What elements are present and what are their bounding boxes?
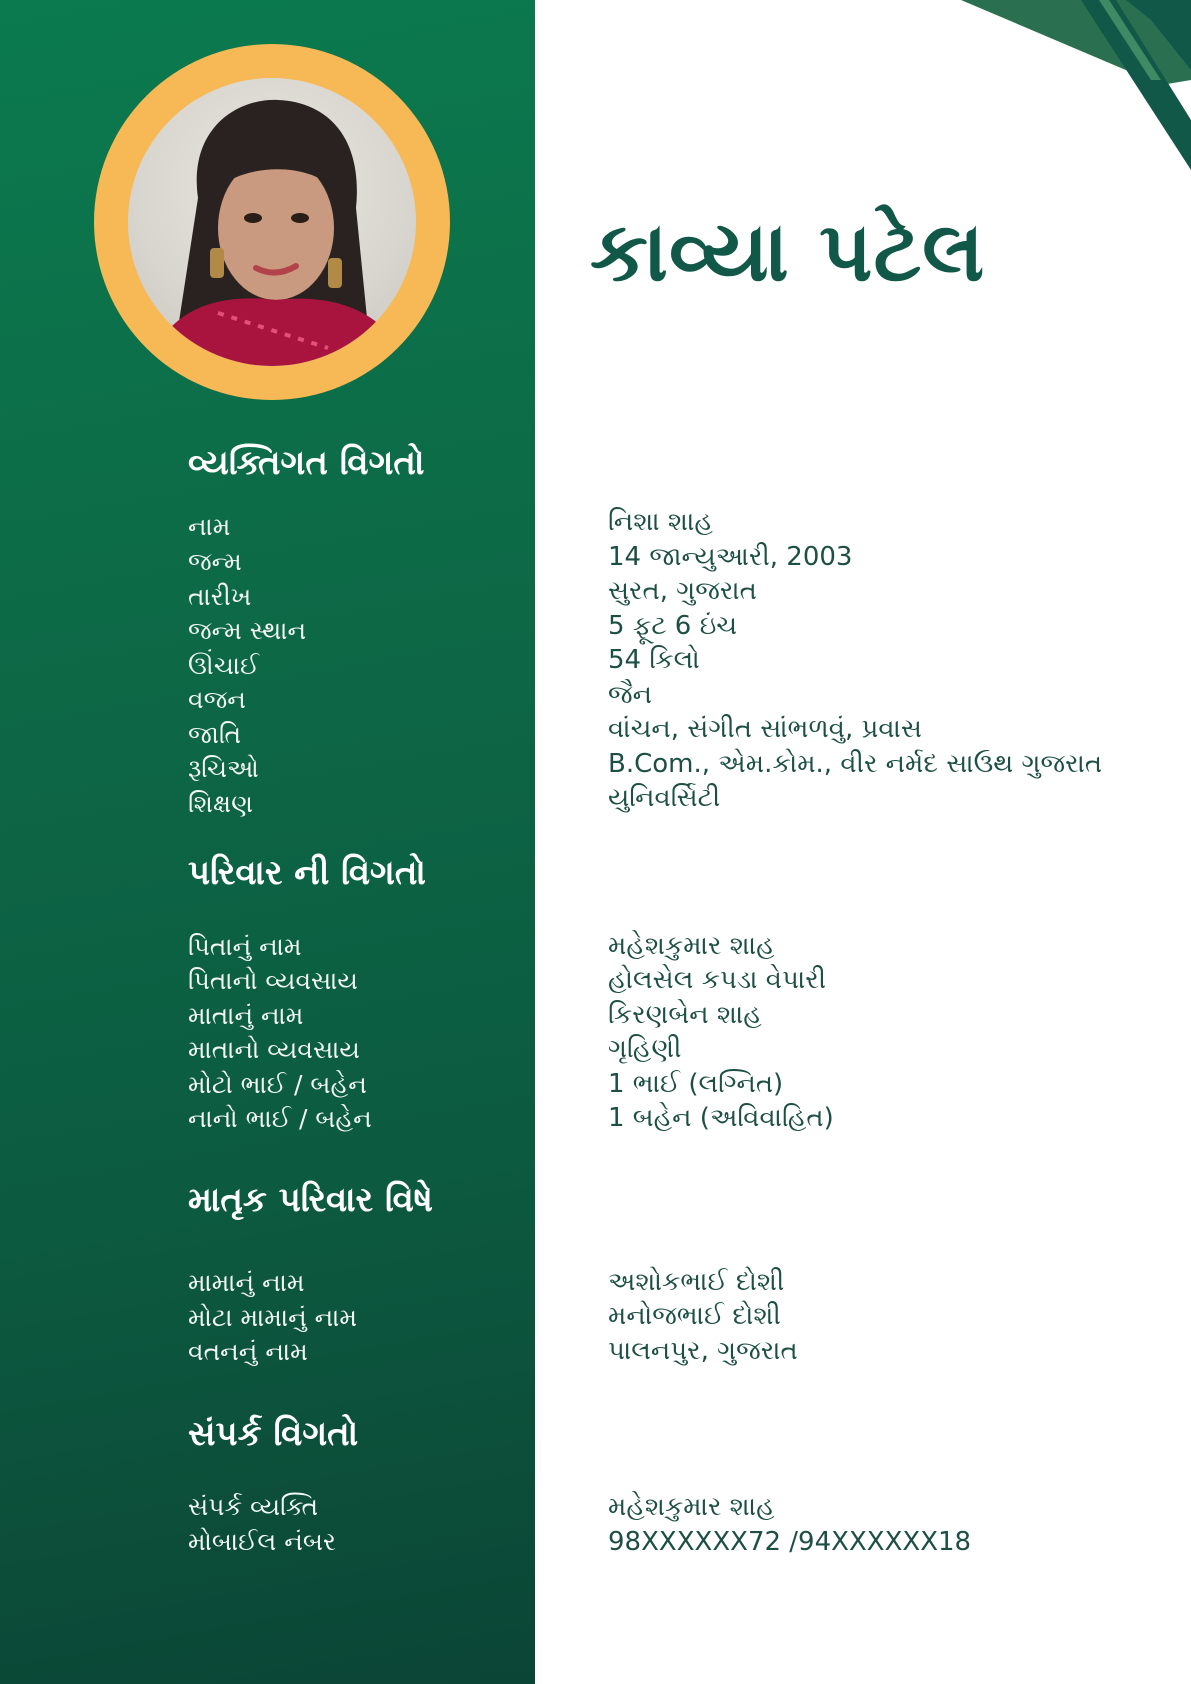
label: જન્મ	[188, 547, 242, 576]
value: કિરણબેન શાહ	[608, 1000, 762, 1030]
value: B.Com., એમ.કોમ., વીર નર્મદ સાઉથ ગુજરાત	[608, 749, 1103, 779]
value: ગૃહિણી	[608, 1034, 682, 1064]
portrait-icon	[128, 78, 416, 366]
label: તારીખ	[188, 582, 252, 611]
label: પિતાનો વ્યવસાય	[188, 966, 358, 995]
profile-photo	[128, 78, 416, 366]
corner-decoration	[931, 0, 1191, 180]
value: સુરત, ગુજરાત	[608, 576, 757, 606]
label: મામાનું નામ	[188, 1268, 305, 1297]
label: જન્મ સ્થાન	[188, 616, 307, 645]
value: 1 બહેન (અવિવાહિત)	[608, 1103, 834, 1133]
label: વતનનું નામ	[188, 1337, 308, 1366]
contact-phone: 98XXXXXX72 /94XXXXXX18	[608, 1527, 972, 1557]
label: નાનો ભાઈ / બહેન	[188, 1104, 372, 1133]
label: માતાનો વ્યવસાય	[188, 1035, 360, 1064]
label: મોટો ભાઈ / બહેન	[188, 1070, 367, 1099]
value: યુનિવર્સિટી	[608, 783, 721, 813]
label: વજન	[188, 685, 246, 714]
value: 1 ભાઈ (લગ્નિત)	[608, 1069, 784, 1099]
candidate-name: કાવ્યા પટેલ	[590, 205, 986, 300]
value: મહેશકુમાર શાહ	[608, 1492, 775, 1522]
value: મનોજભાઈ દોશી	[608, 1301, 781, 1331]
label: પિતાનું નામ	[188, 932, 302, 961]
value: 14 જાન્યુઆરી, 2003	[608, 542, 853, 572]
label: માતાનું નામ	[188, 1001, 304, 1030]
section-heading-maternal: માતૃક પરિવાર વિષે	[188, 1180, 433, 1220]
value: હોલસેલ કપડા વેપારી	[608, 965, 827, 995]
value: વાંચન, સંગીત સાંભળવું, પ્રવાસ	[608, 714, 922, 744]
value: 54 કિલો	[608, 645, 700, 675]
label: સંપર્ક વ્યક્તિ	[188, 1492, 319, 1521]
label: જાતિ	[188, 720, 242, 749]
value: જૈન	[608, 680, 652, 710]
label: ઊંચાઈ	[188, 651, 260, 680]
value: નિશા શાહ	[608, 507, 713, 537]
label: મોબાઈલ નંબર	[188, 1527, 336, 1556]
label: રૂચિઓ	[188, 754, 259, 783]
label: શિક્ષણ	[188, 789, 253, 818]
value: અશોકભાઈ દોશી	[608, 1267, 785, 1297]
section-heading-personal: વ્યક્તિગત વિગતો	[188, 443, 425, 483]
value: મહેશકુમાર શાહ	[608, 931, 775, 961]
label: નામ	[188, 512, 231, 541]
section-heading-contact: સંપર્ક વિગતો	[188, 1414, 359, 1454]
value: પાલનપુર, ગુજરાત	[608, 1336, 798, 1366]
section-heading-family: પરિવાર ની વિગતો	[188, 853, 426, 893]
value: 5 ફૂટ 6 ઇંચ	[608, 611, 738, 641]
label: મોટા મામાનું નામ	[188, 1303, 358, 1332]
